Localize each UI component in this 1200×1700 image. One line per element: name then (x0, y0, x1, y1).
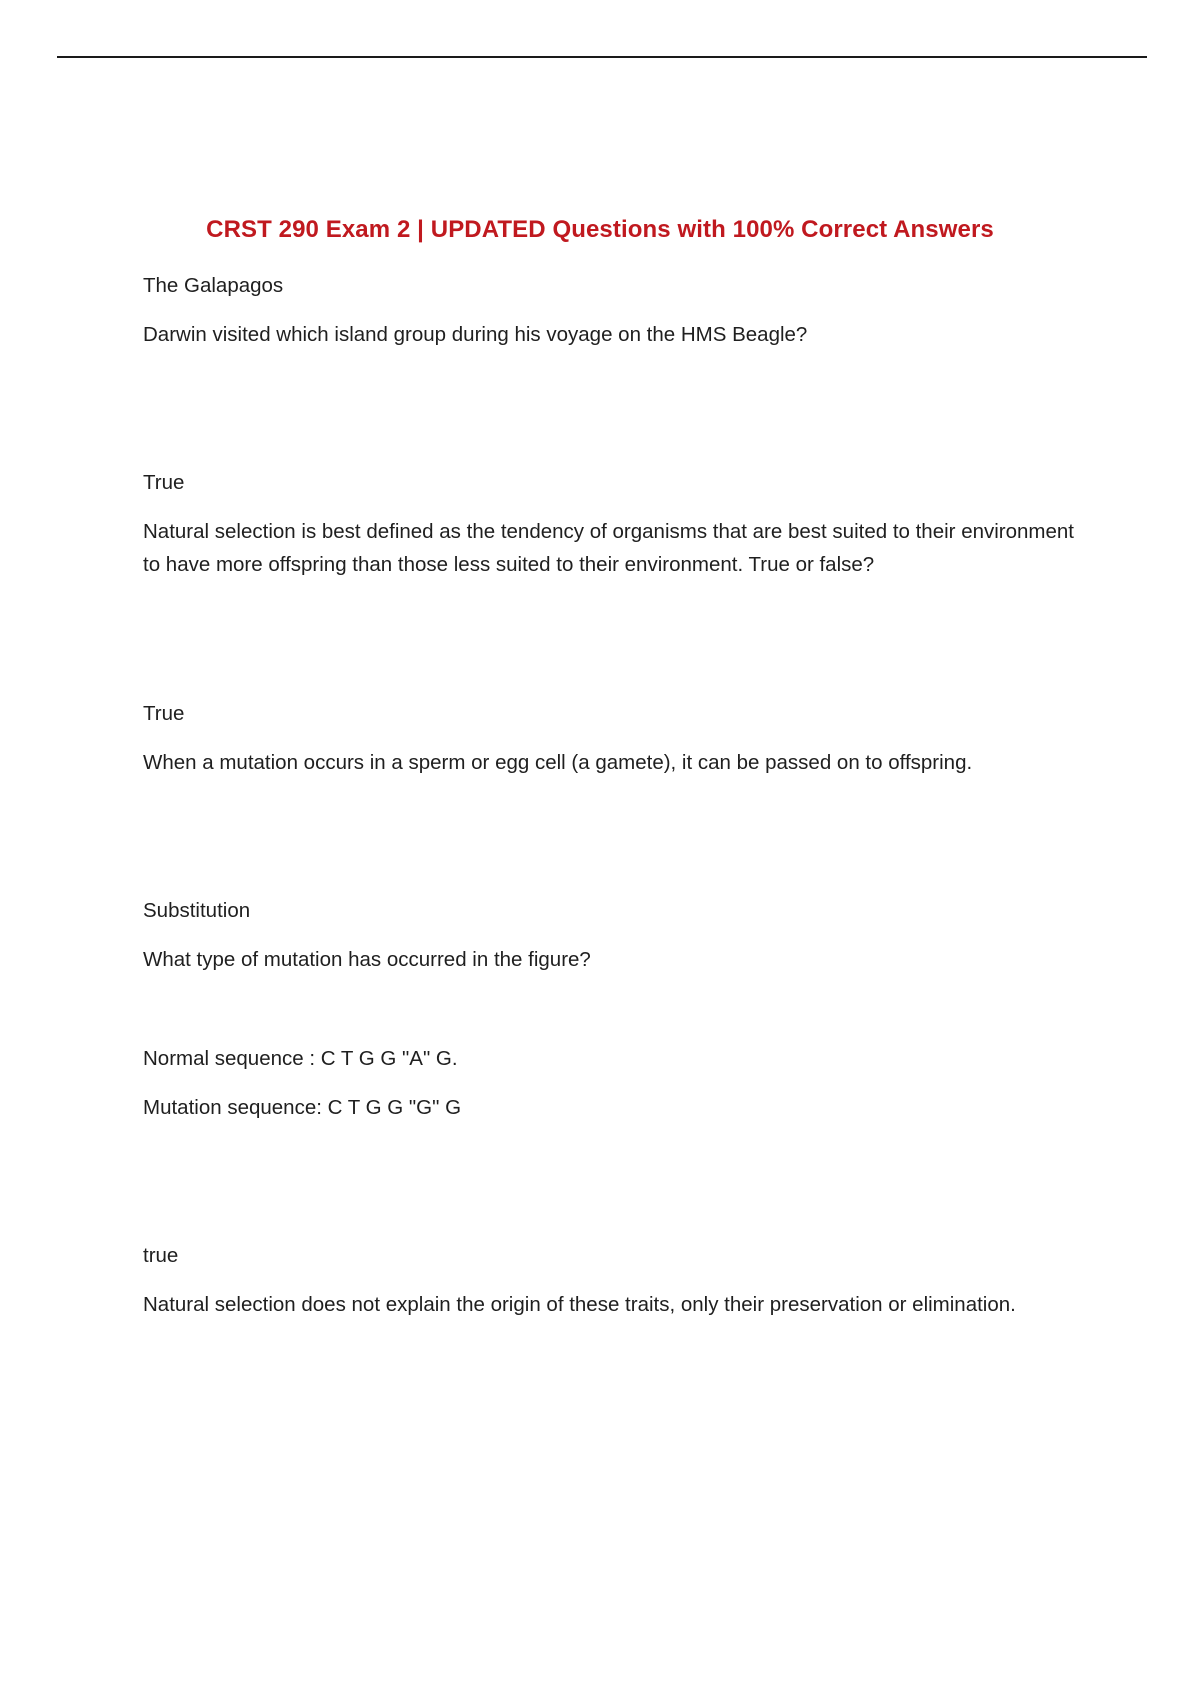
question-4: What type of mutation has occurred in the figure? (143, 948, 591, 971)
question-1: Darwin visited which island group during his voyage on the HMS Beagle? (143, 323, 808, 346)
normal-sequence: Normal sequence : C T G G "A" G. (143, 1047, 458, 1070)
answer-3: True (143, 702, 185, 725)
question-2: Natural selection is best defined as the tendency of organisms that are best suited to their environment to have more offspring than those less suited to their environment. True or false? (143, 520, 1074, 576)
question-3: When a mutation occurs in a sperm or egg cell (a gamete), it can be passed on to offspring. (143, 751, 973, 774)
answer-5: true (143, 1244, 179, 1267)
document-title: CRST 290 Exam 2 | UPDATED Questions with 100% Correct Answers (206, 216, 994, 243)
question-5: Natural selection does not explain the origin of these traits, only their preservation or elimination. (143, 1293, 1016, 1316)
answer-1: The Galapagos (143, 274, 284, 297)
mutation-sequence: Mutation sequence: C T G G "G" G (143, 1096, 462, 1119)
answer-4: Substitution (143, 899, 251, 922)
answer-2: True (143, 471, 185, 494)
header-rule (57, 56, 1147, 58)
